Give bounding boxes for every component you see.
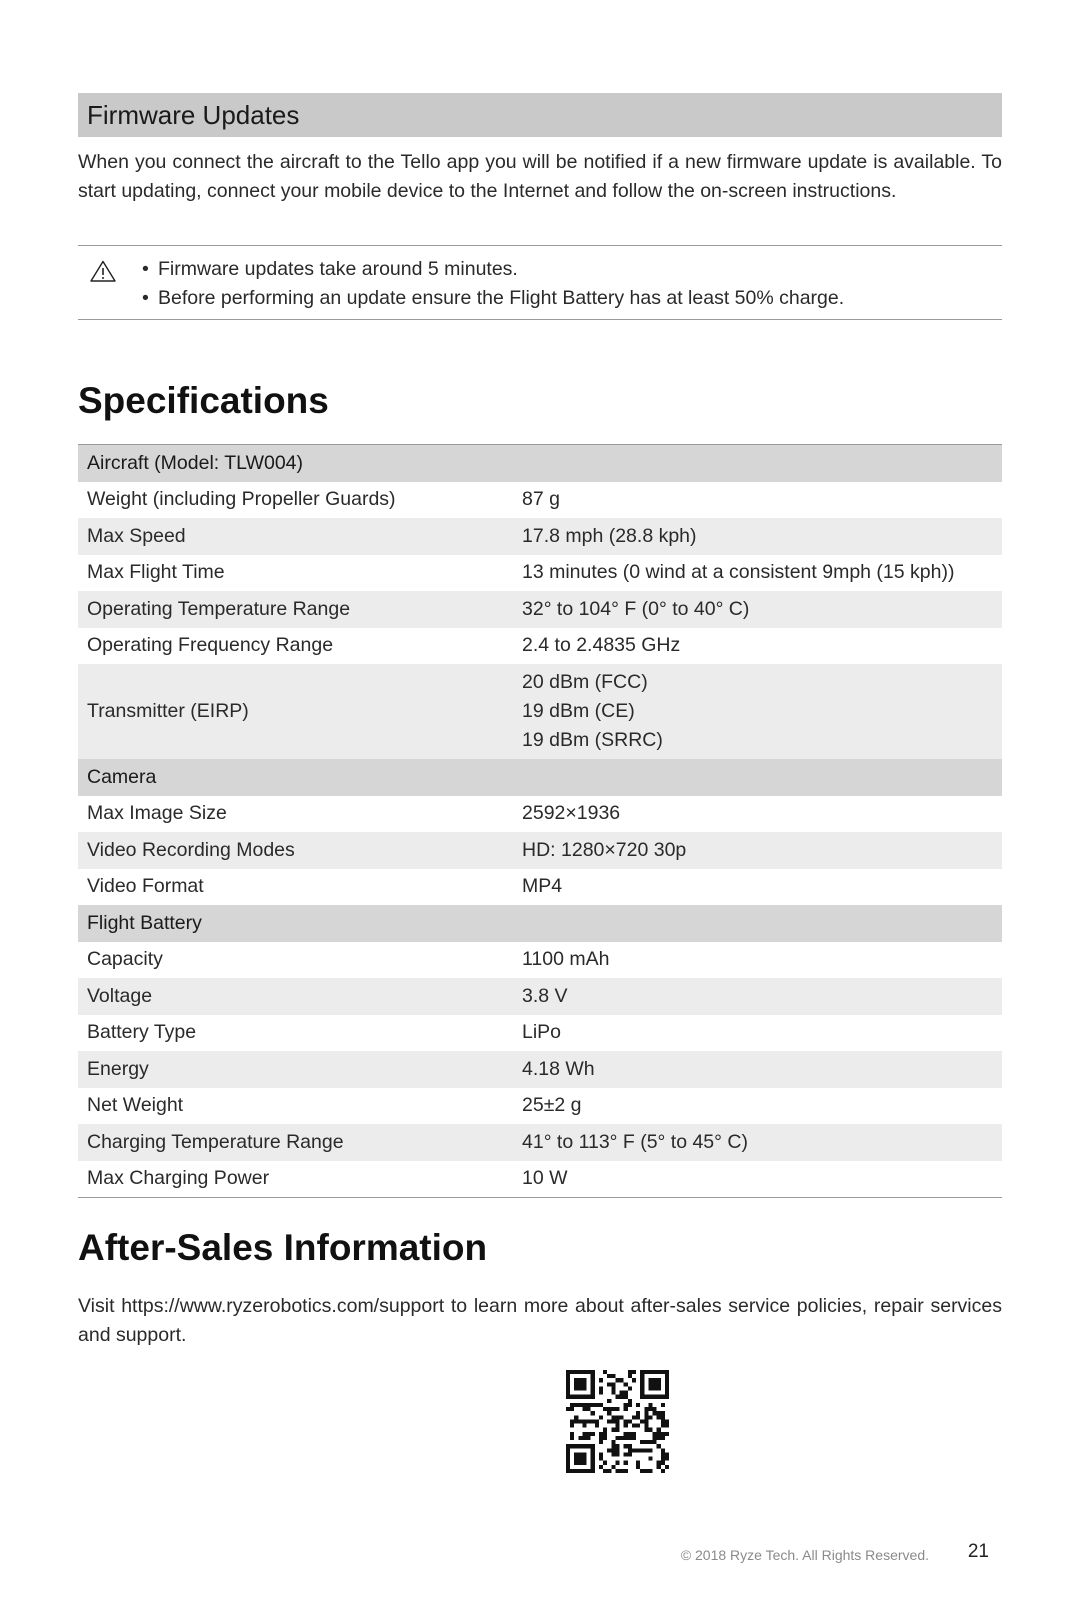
- spec-value-line: LiPo: [522, 1021, 562, 1044]
- spec-value-line: 3.8 V: [522, 984, 568, 1007]
- notice-text: Firmware updates take around 5 minutes.: [158, 258, 518, 280]
- notice-text: Before performing an update ensure the Flight Battery has at least 50% charge.: [158, 287, 845, 309]
- table-row: [78, 591, 1002, 628]
- spec-value-line: MP4: [522, 875, 563, 898]
- spec-label: Video Format: [87, 875, 204, 898]
- bullet: •: [142, 287, 149, 309]
- spec-value-line: 4.18 Wh: [522, 1057, 595, 1080]
- specifications-title: Specifications: [78, 380, 329, 421]
- spec-label: Max Speed: [78, 518, 513, 555]
- spec-value: [513, 1088, 1002, 1125]
- spec-value: [513, 1015, 1002, 1052]
- table-row: [78, 978, 1002, 1015]
- table-row: [78, 1161, 1002, 1198]
- table-row: [78, 1015, 1002, 1052]
- spec-value-line: 2.4 to 2.4835 GHz: [522, 634, 681, 657]
- spec-label: Capacity: [87, 948, 163, 971]
- spec-label: Max Flight Time: [87, 561, 225, 584]
- spec-value-line: 17.8 mph (28.8 kph): [522, 524, 697, 547]
- table-row: [78, 832, 1002, 869]
- spec-value-line: 2592×1936: [522, 802, 621, 825]
- spec-value: [513, 555, 1002, 592]
- after-sales-description: Visit https://www.ryzerobotics.com/support to learn more about after-sales service policies, repair services and support.: [78, 1295, 1002, 1346]
- spec-label: Max Charging Power: [87, 1167, 270, 1190]
- table-row: [78, 1051, 1002, 1088]
- spec-label: Weight (including Propeller Guards): [87, 488, 396, 511]
- spec-label: Charging Temperature Range: [78, 1124, 513, 1161]
- spec-value: [513, 628, 1002, 665]
- table-row: [78, 664, 1002, 759]
- table-row: [78, 518, 1002, 555]
- table-row: [78, 628, 1002, 665]
- table-row: [78, 555, 1002, 592]
- table-row: [78, 1088, 1002, 1125]
- table-row: [78, 796, 1002, 833]
- spec-value: [513, 591, 1002, 628]
- spec-value: [513, 518, 1002, 555]
- spec-label: Max Image Size: [87, 802, 227, 825]
- spec-value-line: 32° to 104° F (0° to 40° C): [522, 597, 750, 620]
- spec-label: Energy: [78, 1051, 513, 1088]
- spec-value-line: 13 minutes (0 wind at a consistent 9mph (15 kph)): [522, 561, 955, 584]
- firmware-description: When you connect the aircraft to the Tello app you will be notified if a new firmware update is available. To start updating, connect your mobile device to the Internet and follow the on-screen instructions.: [78, 151, 1002, 202]
- spec-value-line: 19 dBm (SRRC): [522, 729, 663, 751]
- spec-value-line: 1100 mAh: [522, 948, 610, 971]
- table-section-row: [78, 445, 1002, 482]
- table-row: [78, 482, 1002, 519]
- spec-label: Transmitter (EIRP): [78, 664, 513, 759]
- firmware-section-header: Firmware Updates: [78, 93, 1002, 137]
- spec-value: [513, 1051, 1002, 1088]
- spec-value: [513, 869, 1002, 906]
- copyright-text: © 2018 Ryze Tech. All Rights Reserved.: [680, 1547, 929, 1563]
- spec-value-line: 41° to 113° F (5° to 45° C): [522, 1130, 748, 1153]
- spec-value: [513, 832, 1002, 869]
- spec-value: [513, 664, 1002, 759]
- specifications-table: [78, 444, 1002, 1198]
- spec-value: [513, 482, 1002, 519]
- spec-value-line: 19 dBm (CE): [522, 700, 635, 722]
- spec-value: [513, 1161, 1002, 1198]
- spec-label: Video Recording Modes: [78, 832, 513, 869]
- notice-item: [142, 284, 844, 313]
- table-row: [78, 1124, 1002, 1161]
- table-row: [78, 869, 1002, 906]
- warning-triangle-icon: [90, 260, 116, 282]
- table-section-row: [78, 905, 1002, 942]
- spec-value: [513, 1124, 1002, 1161]
- after-sales-title: After-Sales Information: [78, 1227, 488, 1268]
- firmware-notice: [78, 245, 1002, 320]
- spec-value-line: 87 g: [522, 488, 560, 511]
- table-row: [78, 942, 1002, 979]
- spec-value: [513, 942, 1002, 979]
- spec-value-line: HD: 1280×720 30p: [522, 838, 687, 861]
- notice-item: [142, 255, 844, 284]
- table-section-row: [78, 759, 1002, 796]
- spec-value: [513, 796, 1002, 833]
- bullet: •: [142, 258, 149, 280]
- table-section-title: Aircraft (Model: TLW004): [78, 445, 1002, 482]
- qr-code-icon: [566, 1370, 669, 1473]
- table-section-title: Camera: [78, 759, 1002, 796]
- spec-label: Operating Frequency Range: [87, 634, 334, 657]
- spec-label: Net Weight: [87, 1094, 184, 1117]
- spec-label: Operating Temperature Range: [78, 591, 513, 628]
- notice-list: [142, 255, 844, 313]
- spec-label: Battery Type: [87, 1021, 197, 1044]
- spec-value-line: 25±2 g: [522, 1094, 582, 1117]
- page-number: 21: [967, 1541, 989, 1562]
- spec-label: Voltage: [78, 978, 513, 1015]
- table-section-title: Flight Battery: [78, 905, 1002, 942]
- spec-value-line: 20 dBm (FCC): [522, 671, 648, 693]
- spec-value-line: 10 W: [522, 1167, 568, 1190]
- spec-value: [513, 978, 1002, 1015]
